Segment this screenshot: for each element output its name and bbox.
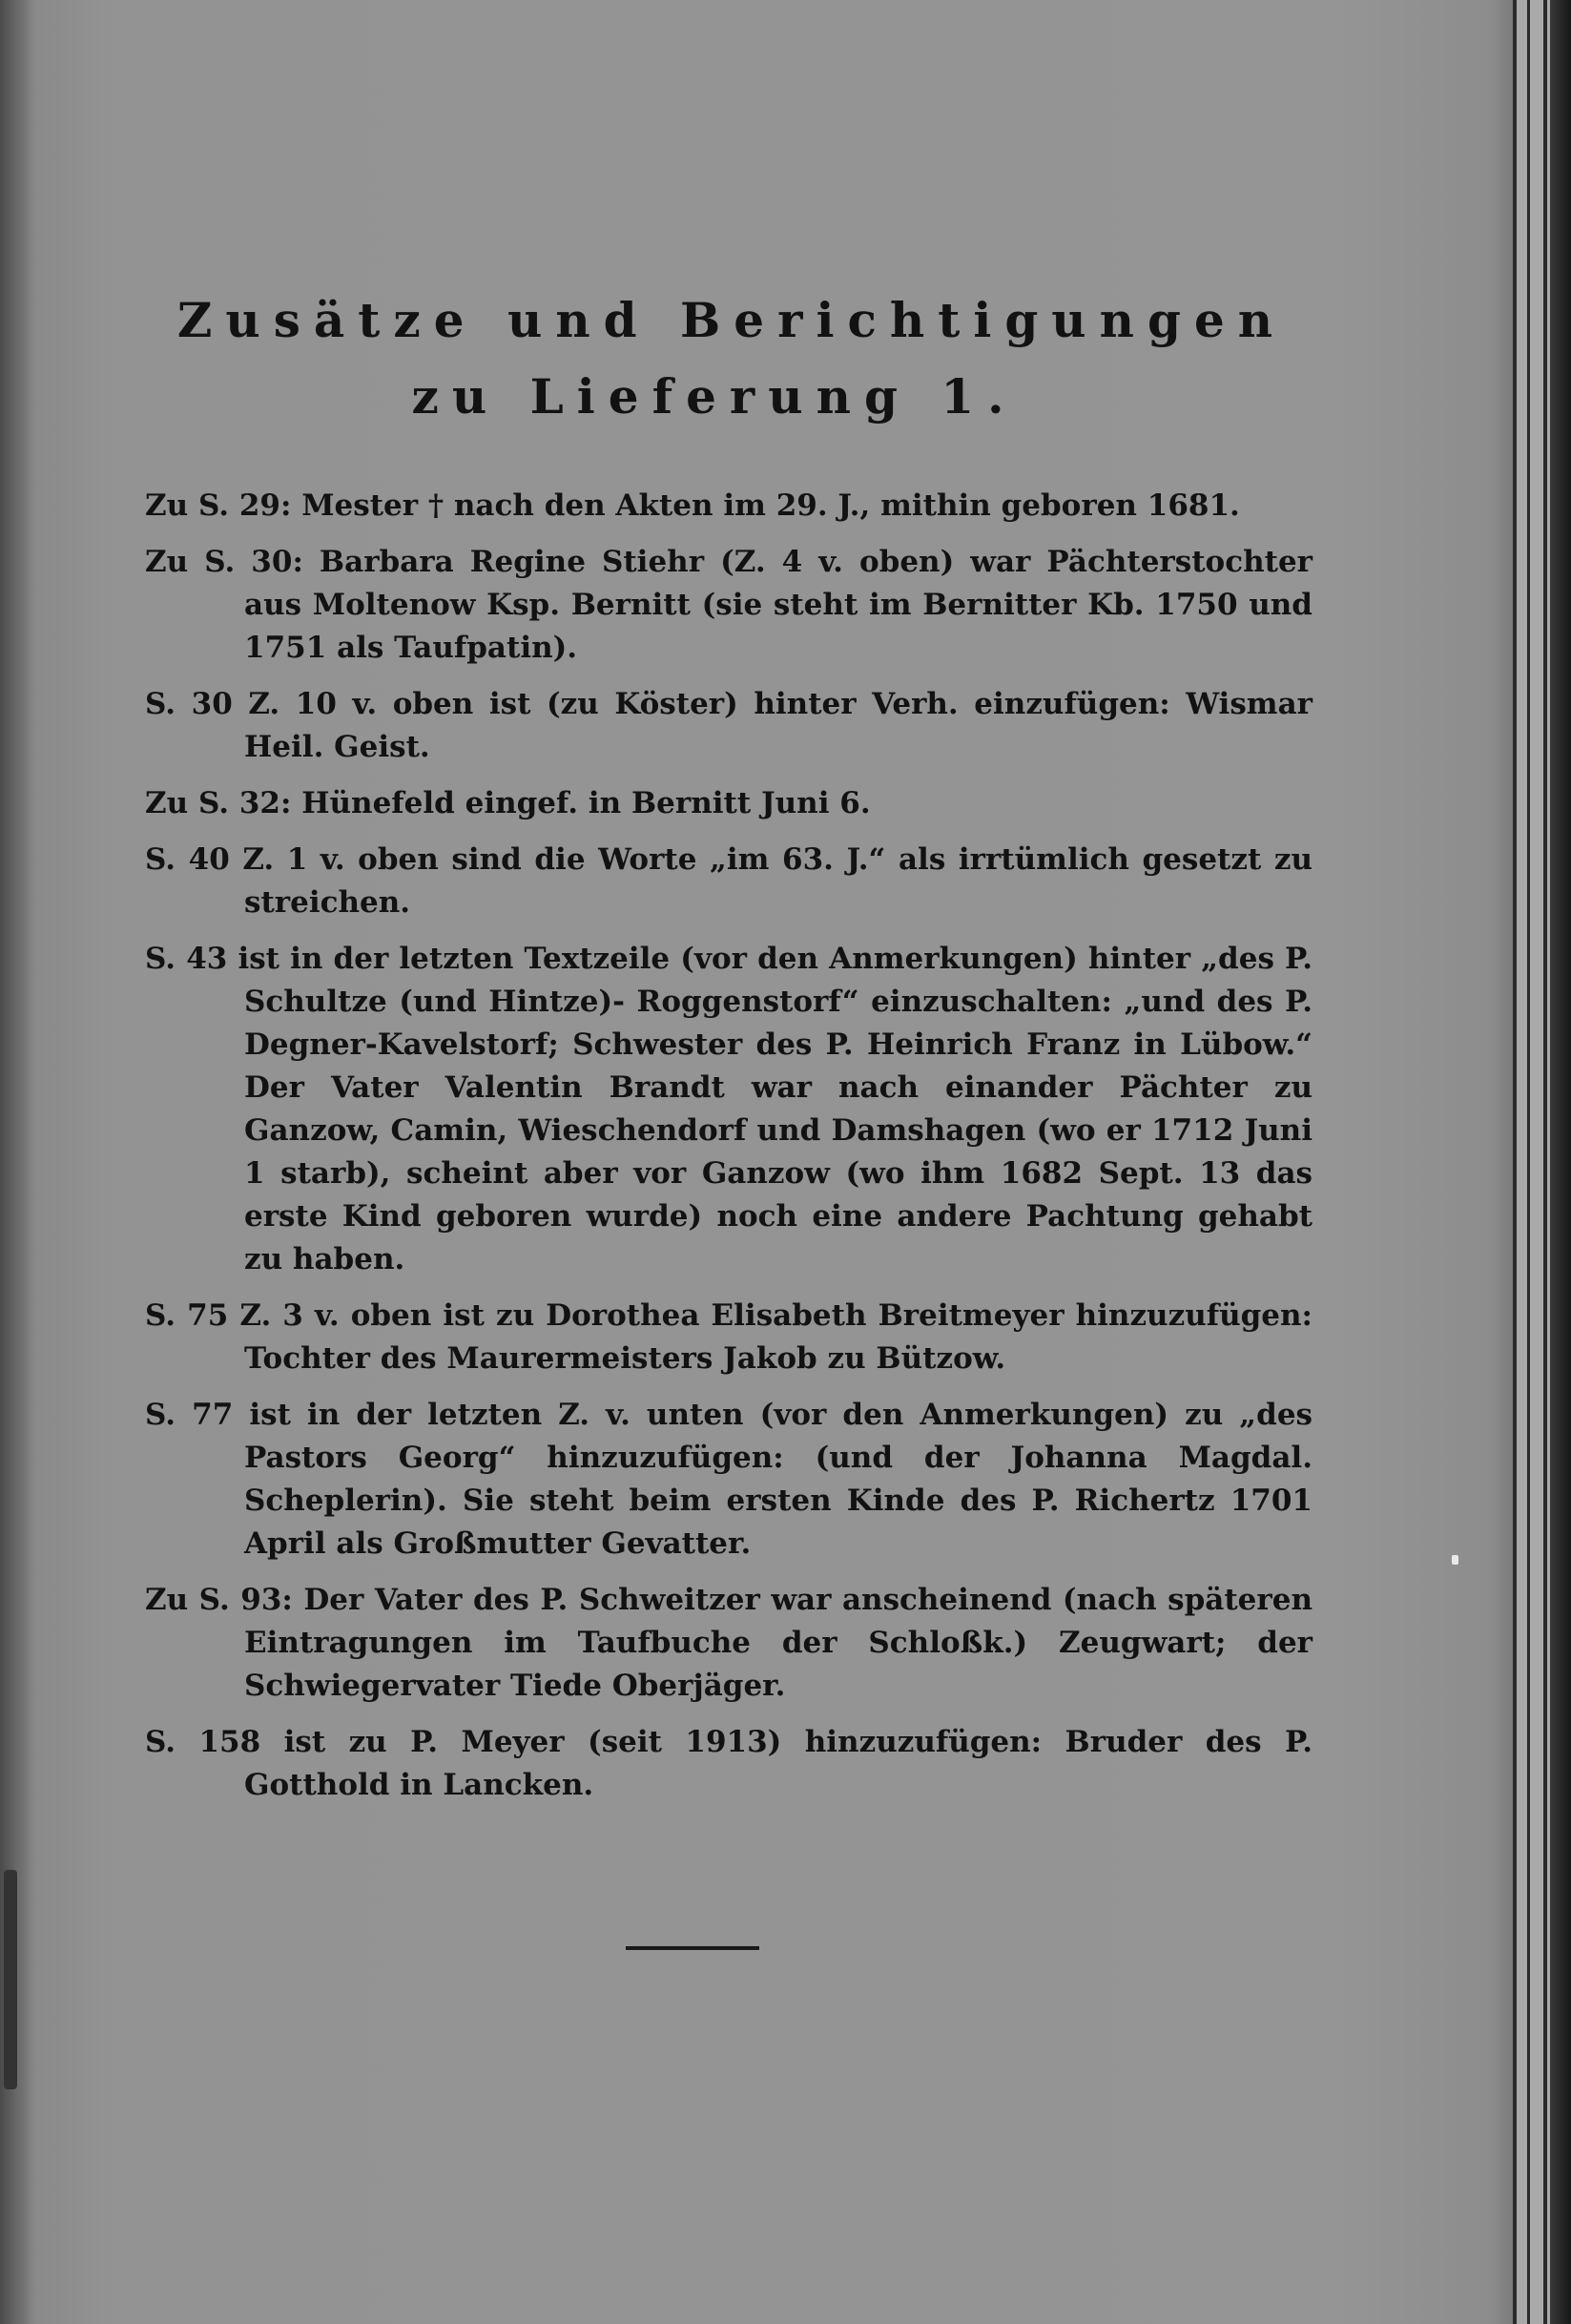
page-title: Zusätze und Berichtigungen — [176, 292, 1287, 348]
book-edge-line — [1513, 0, 1517, 2324]
book-edge-line — [1543, 0, 1547, 2324]
correction-entry: S. 75 Z. 3 v. oben ist zu Dorothea Elisabeth Breitmeyer hinzuzufügen: Tochter des Maurermeisters Jakob zu Bützow. — [145, 1298, 1313, 1376]
book-edge-line — [1527, 0, 1530, 2324]
correction-entry: Zu S. 32: Hünefeld eingef. in Bernitt Juni 6. — [145, 786, 871, 820]
page-subtitle: zu Lieferung 1. — [411, 368, 1018, 425]
closing-rule — [626, 1946, 759, 1950]
correction-entry: S. 40 Z. 1 v. oben sind die Worte „im 63. J.“ als irrtümlich gesetzt zu streichen. — [145, 842, 1313, 920]
correction-entry: S. 77 ist in der letzten Z. v. unten (vor den Anmerkungen) zu „des Pastors Georg“ hinzuzufügen: (und der Johanna Magdal. Scheplerin). Sie steht beim ersten Kinde des P. Richertz 1701 April als Großmutter Gevatter. — [145, 1398, 1313, 1561]
book-edge-shadow — [1550, 0, 1571, 2324]
corrections-list — [145, 485, 1313, 1807]
correction-entry: Zu S. 93: Der Vater des P. Schweitzer war anscheinend (nach späteren Eintragungen im Taufbuche der Schloßk.) Zeugwart; der Schwiegervater Tiede Oberjäger. — [145, 1583, 1313, 1703]
correction-entry: Zu S. 30: Barbara Regine Stiehr (Z. 4 v. oben) war Pächterstochter aus Moltenow Ksp. Bernitt (sie steht im Bernitter Kb. 1750 und 1751 als Taufpatin). — [145, 545, 1313, 665]
correction-entry: Zu S. 29: Mester † nach den Akten im 29. J., mithin geboren 1681. — [145, 488, 1240, 523]
paper-speck — [1452, 1555, 1458, 1565]
correction-entry: S. 43 ist in der letzten Textzeile (vor den Anmerkungen) hinter „des P. Schultze (und Hintze)- Roggenstorf“ einzuschalten: „und des P. Degner-Kavelstorf; Schwester des P. Heinrich Franz in Lübow.“ Der Vater Valentin Brandt war nach einander Pächter zu Ganzow, Camin, Wieschendorf und Damshagen (wo er 1712 Juni 1 starb), scheint aber vor Ganzow (wo ihm 1682 Sept. 13 das erste Kind geboren wurde) noch eine andere Pachtung gehabt zu haben. — [145, 942, 1313, 1276]
binding-mark — [4, 1870, 17, 2089]
correction-entry: S. 30 Z. 10 v. oben ist (zu Köster) hinter Verh. einzufügen: Wismar Heil. Geist. — [145, 687, 1313, 764]
correction-entry: S. 158 ist zu P. Meyer (seit 1913) hinzuzufügen: Bruder des P. Gotthold in Lancken. — [145, 1725, 1313, 1802]
page-content — [145, 286, 1313, 1820]
